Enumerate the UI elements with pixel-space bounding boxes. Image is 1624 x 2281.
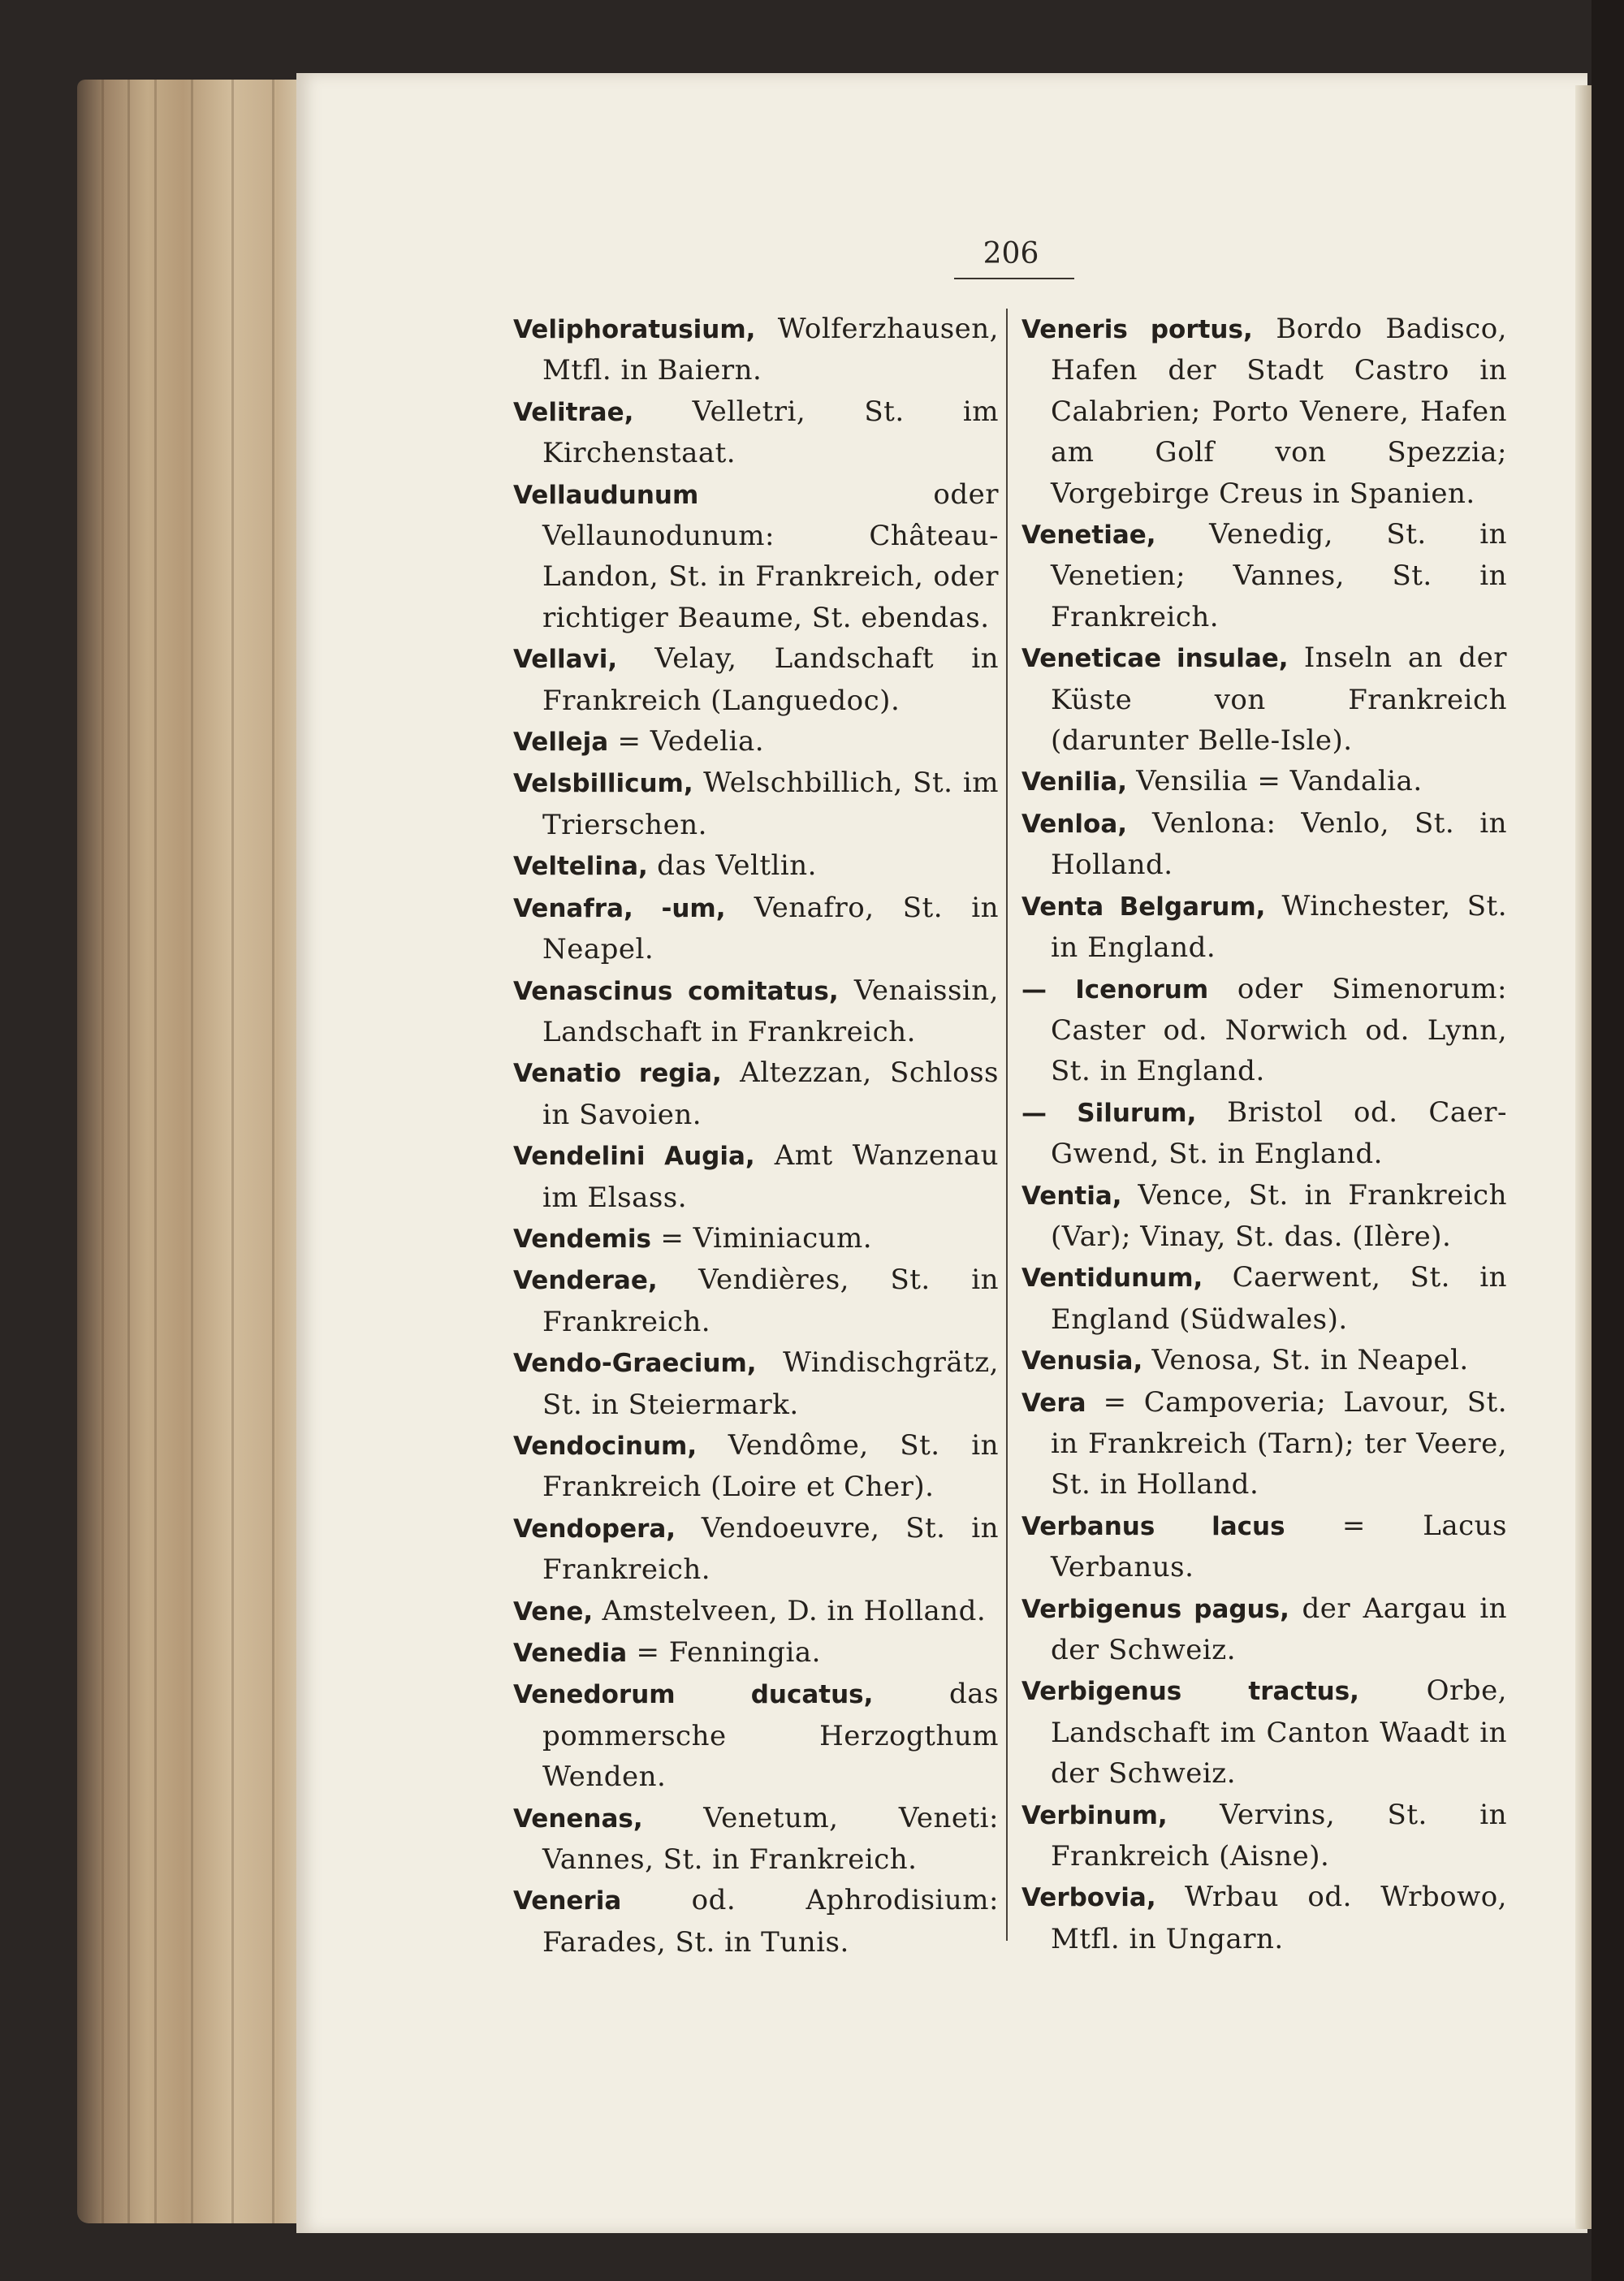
page-number-rule — [954, 278, 1074, 279]
entry-term: Venenas, — [513, 1804, 643, 1834]
dictionary-entry — [513, 1342, 999, 1425]
dictionary-entry — [1021, 1257, 1507, 1340]
dictionary-entry — [1021, 1382, 1507, 1506]
dictionary-entry — [1021, 886, 1507, 969]
entry-term: — Icenorum — [1021, 974, 1209, 1004]
entry-term: Veltelina, — [513, 852, 648, 882]
dictionary-entry — [513, 1218, 999, 1259]
entry-definition: Venedig, St. in Venetien; Vannes, St. in Frankreich. — [1051, 518, 1507, 633]
entry-definition: Vendières, St. in Frankreich. — [542, 1264, 999, 1338]
entry-term: Venedia — [513, 1639, 628, 1668]
dictionary-entry — [513, 1591, 999, 1632]
dictionary-entry — [513, 638, 999, 721]
entry-term: Venta Belgarum, — [1021, 892, 1266, 922]
dictionary-entry — [1021, 514, 1507, 637]
entry-term: Venderae, — [513, 1266, 658, 1296]
entry-term: Ventia, — [1021, 1181, 1122, 1211]
entry-definition: Velay, Landschaft in Frankreich (Languedoc). — [542, 642, 999, 717]
dictionary-entry — [1021, 1092, 1507, 1175]
entry-definition: Inseln an der Küste von Frankreich (darunter Belle-Isle). — [1051, 642, 1507, 758]
entry-term: Verbovia, — [1021, 1883, 1156, 1913]
dictionary-entry — [513, 1674, 999, 1797]
entry-term: Vera — [1021, 1388, 1086, 1418]
entry-term: Venetiae, — [1021, 521, 1156, 551]
entry-term: Veneris portus, — [1021, 315, 1253, 344]
dictionary-entry — [513, 1798, 999, 1881]
entry-term: Velsbillicum, — [513, 769, 693, 799]
entry-definition: Vendoeuvre, St. in Frankreich. — [542, 1511, 999, 1587]
entry-definition: = Viminiacum. — [660, 1221, 873, 1255]
entry-definition: Vensilia = Vandalia. — [1136, 765, 1423, 798]
right-column — [1021, 309, 1507, 1959]
entry-definition: od. Aphrodisium: Farades, St. in Tunis. — [542, 1884, 999, 1959]
page-stack-edge — [77, 80, 313, 2223]
entry-term: Verbinum, — [1021, 1800, 1168, 1830]
dictionary-entry — [513, 970, 999, 1053]
entry-definition: Wolferzhausen, Mtfl. in Baiern. — [542, 313, 999, 387]
entry-definition: oder Simenorum: Caster od. Norwich od. Lynn, St. in England. — [1051, 972, 1507, 1088]
dictionary-entry — [513, 391, 999, 474]
dictionary-entry — [1021, 1175, 1507, 1258]
page-right-edge — [1575, 85, 1592, 2229]
entry-term: Venusia, — [1021, 1346, 1143, 1376]
entry-term: Vendopera, — [513, 1514, 676, 1544]
left-column — [513, 309, 999, 1963]
entry-definition: Bordo Badisco, Hafen der Stadt Castro in Calabrien; Porto Venere, Hafen am Golf von Spezzia; Vorgebirge Creus in Spanien. — [1051, 313, 1507, 510]
entry-definition: Orbe, Landschaft im Canton Waadt in der Schweiz. — [1051, 1674, 1507, 1791]
dictionary-entry — [513, 1425, 999, 1508]
entry-definition: Amstelveen, D. in Holland. — [602, 1594, 987, 1627]
dictionary-entry — [1021, 1670, 1507, 1794]
entry-term: Ventidunum, — [1021, 1264, 1203, 1294]
entry-definition: = Campoveria; Lavour, St. in Frankreich (Tarn); ter Veere, St. in Holland. — [1051, 1385, 1507, 1501]
entry-definition: Vervins, St. in Frankreich (Aisne). — [1051, 1798, 1507, 1873]
dictionary-entry — [1021, 1588, 1507, 1671]
entry-term: Velleja — [513, 728, 609, 758]
dictionary-entry — [513, 721, 999, 762]
entry-definition: Caerwent, St. in England (Südwales). — [1051, 1261, 1508, 1336]
dictionary-entry — [1021, 761, 1507, 802]
dictionary-entry — [1021, 969, 1507, 1092]
dictionary-entry — [1021, 1506, 1507, 1588]
entry-definition: Venetum, Veneti: Vannes, St. in Frankreich. — [542, 1801, 999, 1877]
page-number: 206 — [983, 237, 1039, 270]
dictionary-entry — [1021, 1795, 1507, 1877]
dictionary-entry — [1021, 1340, 1507, 1381]
dictionary-entry — [513, 1135, 999, 1218]
entry-term: Verbigenus tractus, — [1021, 1677, 1359, 1707]
entry-term: Veliphoratusium, — [513, 315, 756, 344]
dictionary-entry — [513, 888, 999, 970]
entry-term: Vendocinum, — [513, 1431, 698, 1461]
dictionary-entry — [513, 1632, 999, 1674]
entry-definition: = Lacus Verbanus. — [1051, 1509, 1507, 1584]
dictionary-entry — [513, 762, 999, 845]
entry-definition: Velletri, St. im Kirchenstaat. — [542, 395, 999, 470]
entry-term: Vene, — [513, 1596, 594, 1627]
entry-term: Venedorum ducatus, — [513, 1680, 874, 1710]
dictionary-entry — [513, 1508, 999, 1591]
entry-term: Venatio regia, — [513, 1059, 722, 1089]
dictionary-entry — [1021, 309, 1507, 514]
entry-term: Veneticae insulae, — [1021, 644, 1289, 674]
entry-term: Venilia, — [1021, 767, 1127, 797]
entry-definition: das Veltlin. — [657, 849, 817, 883]
dictionary-entry — [513, 1259, 999, 1342]
entry-term: Vellavi, — [513, 645, 618, 675]
entry-definition: Winchester, St. in England. — [1051, 889, 1508, 965]
entry-definition: Bristol od. Caer-Gwend, St. in England. — [1051, 1095, 1507, 1171]
entry-term: Veneria — [513, 1886, 622, 1916]
dictionary-entry — [1021, 1877, 1507, 1959]
background-right — [1592, 0, 1624, 2281]
entry-definition: Vence, St. in Frankreich (Var); Vinay, St. das. (Ilère). — [1051, 1178, 1508, 1253]
entry-term: Venloa, — [1021, 809, 1128, 839]
column-divider — [1006, 309, 1008, 1941]
dictionary-entry — [513, 1880, 999, 1963]
entry-definition: Welschbillich, St. im Trierschen. — [542, 767, 999, 841]
entry-definition: das pommersche Herzogthum Wenden. — [542, 1678, 1000, 1794]
entry-definition: = Fenningia. — [636, 1636, 821, 1669]
dictionary-entry — [1021, 637, 1507, 761]
dictionary-entry — [513, 309, 999, 391]
dictionary-entry — [513, 845, 999, 887]
entry-definition: Altezzan, Schloss in Savoien. — [542, 1056, 1000, 1131]
entry-definition: Venafro, St. in Neapel. — [542, 891, 999, 966]
entry-definition: Wrbau od. Wrbowo, Mtfl. in Ungarn. — [1051, 1881, 1507, 1955]
entry-term: Vendelini Augia, — [513, 1142, 755, 1172]
entry-definition: oder Vellaunodunum: Château-Landon, St. in Frankreich, oder richtiger Beaume, St. ebendas. — [542, 477, 999, 634]
entry-definition: Vendôme, St. in Frankreich (Loire et Cher). — [542, 1428, 999, 1504]
entry-definition: Venaissin, Landschaft in Frankreich. — [542, 974, 999, 1048]
dictionary-entry — [513, 474, 999, 639]
entry-definition: Venosa, St. in Neapel. — [1151, 1344, 1469, 1377]
entry-term: Venafra, -um, — [513, 893, 726, 923]
entry-definition: Venlona: Venlo, St. in Holland. — [1051, 806, 1507, 882]
entry-term: Vendemis — [513, 1224, 651, 1254]
entry-definition: Windischgrätz, St. in Steiermark. — [542, 1346, 999, 1421]
entry-term: Velitrae, — [513, 397, 634, 427]
entry-term: Vendo-Graecium, — [513, 1349, 757, 1379]
entry-term: Verbigenus pagus, — [1021, 1594, 1289, 1624]
entry-term: Verbanus lacus — [1021, 1511, 1285, 1541]
entry-definition: = Vedelia. — [617, 725, 765, 758]
dictionary-entry — [1021, 803, 1507, 886]
entry-term: — Silurum, — [1021, 1098, 1197, 1128]
entry-term: Vellaudunum — [513, 480, 699, 510]
entry-definition: der Aargau in der Schweiz. — [1051, 1592, 1507, 1666]
dictionary-entry — [513, 1052, 999, 1135]
entry-term: Venascinus comitatus, — [513, 976, 839, 1006]
entry-definition: Amt Wanzenau im Elsass. — [542, 1139, 1000, 1214]
